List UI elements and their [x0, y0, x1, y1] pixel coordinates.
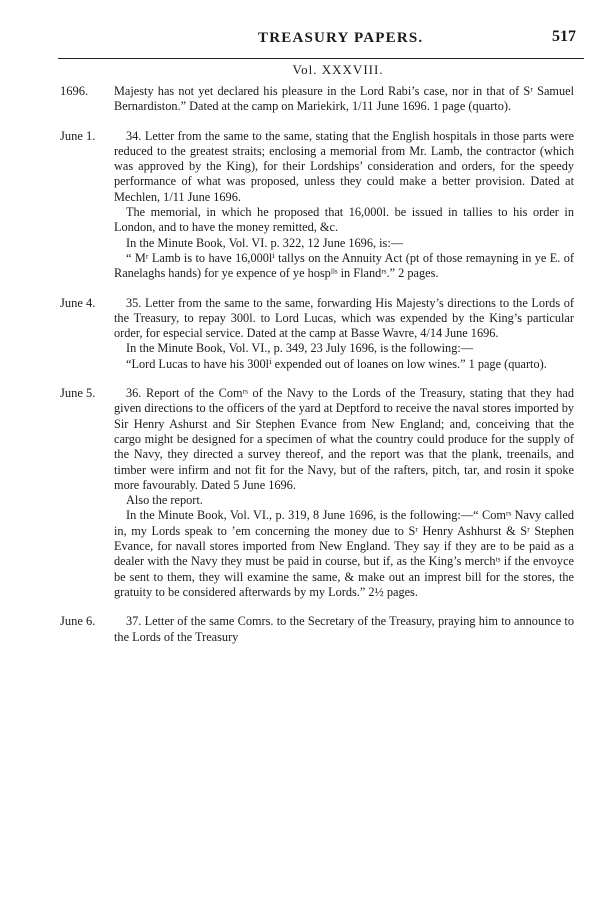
- entry-paragraph: In the Minute Book, Vol. VI., p. 349, 23 July 1696, is the following:—: [126, 341, 474, 356]
- running-title: TREASURY PAPERS.: [258, 30, 424, 46]
- entry-paragraph: Also the report.: [126, 493, 203, 508]
- entry-paragraph: In the Minute Book, Vol. VI. p. 322, 12 June 1696, is:—: [126, 235, 404, 250]
- entry-paragraph: Majesty has not yet declared his pleasure in the Lord Rabi’s case, nor in that of Sʳ Samuel Bernardiston.” Dated at the camp on Mariekirk, 1/11 June 1696. 1 page (quarto).: [114, 84, 574, 114]
- entry-body: [114, 614, 574, 645]
- entries-list: [0, 84, 606, 659]
- entry: [0, 296, 606, 372]
- header-rule: [58, 58, 584, 59]
- entry-paragraph: The memorial, in which he proposed that 16,000l. be issued in tallies to his order in London, and to have the money remitted, &c.: [114, 205, 574, 235]
- entry-date: June 1.: [60, 128, 96, 143]
- entry-date: June 5.: [60, 386, 96, 401]
- volume-heading: Vol. XXXVIII.: [292, 62, 384, 77]
- entry: [0, 614, 606, 645]
- entry: [0, 386, 606, 600]
- entry-body: [114, 386, 574, 600]
- entry-paragraph: 36. Report of the Comʳˢ of the Navy to the Lords of the Treasury, stating that they had given directions to the officers of the yard at Deptford to receive the naval stores imported by Sir Henry Ashurst and Sir Stephen Evance from New England; and, conceiving that the cargo might be designed for a specimen of what the country could produce for the supply of the Navy, they directed a survey thereof, and the report was that the plank, treenails, and timber were infirm and not fit for the Navy, but of the rafters, pitch, tar, and rosin it spoke more favourably. Dated 5 June 1696.: [114, 386, 574, 492]
- entry: [0, 129, 606, 282]
- entry-body: [114, 129, 574, 282]
- entry-paragraph: 35. Letter from the same to the same, forwarding His Majesty’s directions to the Lords of the Treasury, to repay 300l. to Lord Lucas, which was expended by the King’s particular order, for especial service. Dated at the camp at Basse Wavre, 4/14 June 1696.: [114, 295, 574, 341]
- entry-body: [114, 84, 574, 115]
- entry-paragraph: In the Minute Book, Vol. VI., p. 319, 8 June 1696, is the following:—“ Comʳˢ Navy called in, my Lords speak to ’em concerning the money due to Sʳ Henry Ashhurst & Sʳ Stephen Evance, for navall stores imported from New England. They say if they are to be paid as a dealer with the Navy they must be paid in course, but if, as the King’s merchᵗˢ if the envoyce be sent to them, they will examine the same, & make out an imprest bill for the stores, the gratuity to be considered afterwards by my Lords.” 2½ pages.: [114, 508, 574, 599]
- entry-quote: “ Mʳ Lamb is to have 16,000lⁱ tallys on the Annuity Act (pt of those remayning in ye E. of Ranelaghs hands) for ye expence of ye hospˡˡˢ in Flandʳˢ.” 2 pages.: [114, 250, 574, 281]
- entry-paragraph: 37. Letter of the same Comrs. to the Secretary of the Treasury, praying him to announce to the Lords of the Treasury: [114, 614, 574, 644]
- running-head: [0, 22, 606, 52]
- entry-date: June 6.: [60, 614, 96, 629]
- entry-date: 1696.: [60, 84, 89, 98]
- entry-paragraph: 34. Letter from the same to the same, stating that the English hospitals in those parts were reduced to the greatest straits; enclosing a memorial from Mr. Lamb, the contractor (which was approved by the King), for their Lordships’ consideration and orders, for the speedy performance of what was proposed, unless they could make a better provision. Dated at Mechlen, 1/11 June 1696.: [114, 128, 574, 204]
- entry: [0, 84, 606, 115]
- entry-date: June 4.: [60, 295, 96, 310]
- entry-body: [114, 296, 574, 372]
- entry-quote: “Lord Lucas to have his 300lⁱ expended out of loanes on low wines.” 1 page (quarto).: [126, 356, 547, 371]
- page-number: 517: [552, 28, 576, 45]
